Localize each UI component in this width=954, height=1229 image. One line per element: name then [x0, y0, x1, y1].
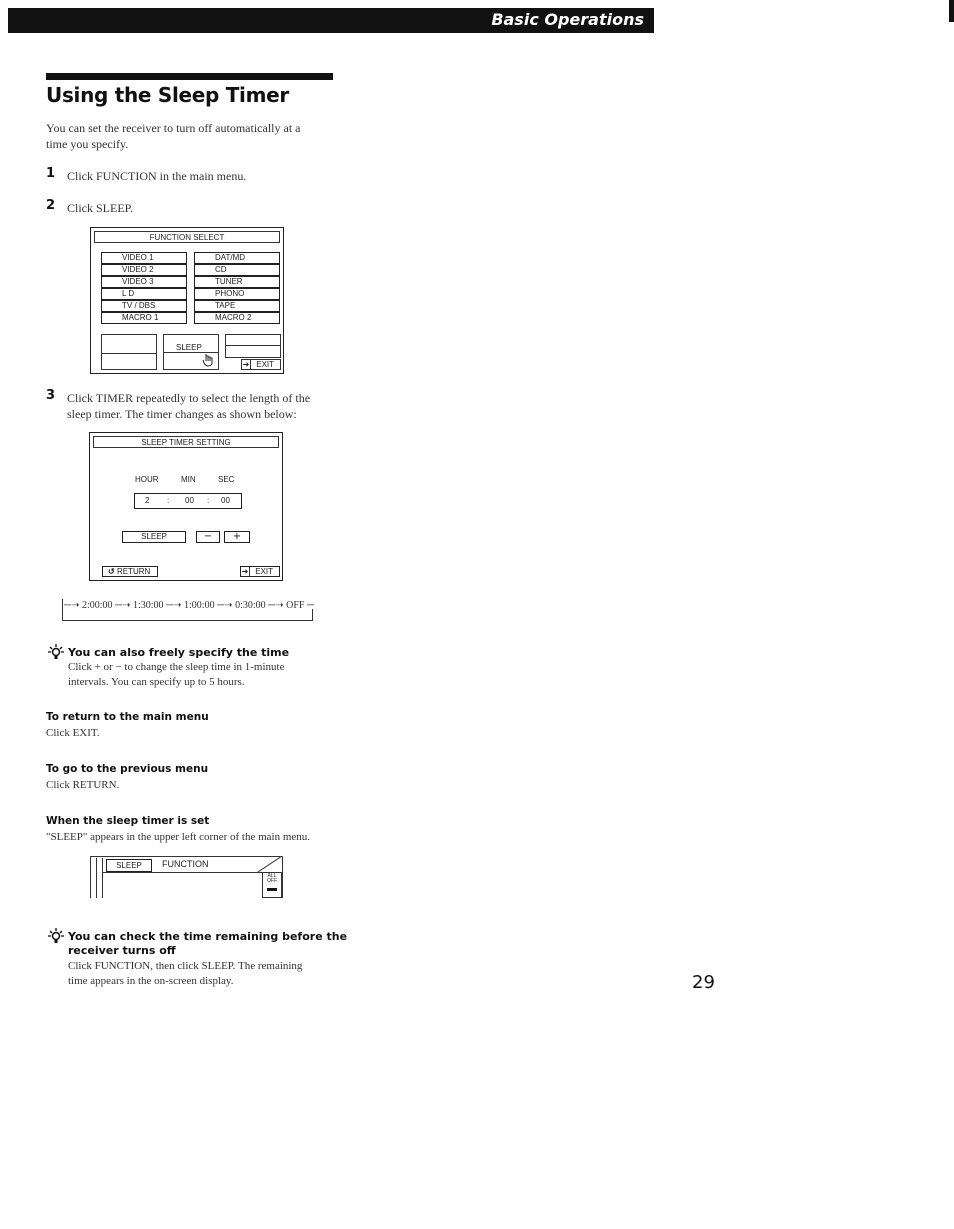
- step-2-number: 2: [46, 198, 56, 213]
- source-macro-1-button[interactable]: MACRO 1: [101, 312, 187, 324]
- edge-mark: [949, 0, 954, 22]
- exit-button[interactable]: ➜ EXIT: [241, 359, 281, 370]
- sleep-timer-title: SLEEP TIMER SETTING: [93, 436, 279, 448]
- min-value: 00: [185, 496, 194, 505]
- sleep-indicator: SLEEP: [106, 859, 152, 872]
- return-main-heading: To return to the main menu: [46, 711, 209, 723]
- sleep-timer-screen: [89, 432, 283, 581]
- tip-2-heading: You can check the time remaining before the receiver turns off: [68, 930, 348, 957]
- sleep-set-heading: When the sleep timer is set: [46, 815, 210, 827]
- page-number: 29: [692, 972, 715, 993]
- step-3-text: Click TIMER repeatedly to select the length of the sleep timer. The timer changes as shown below:: [67, 391, 311, 421]
- return-icon: ↺: [108, 567, 115, 576]
- min-label: MIN: [181, 475, 196, 484]
- minus-button[interactable]: −: [196, 531, 220, 543]
- source-video-3-button[interactable]: VIDEO 3: [101, 276, 187, 288]
- prev-menu-text: Click RETURN.: [46, 779, 120, 791]
- time-display: 2 : 00 : 00: [134, 493, 242, 509]
- hour-value: 2: [145, 496, 150, 505]
- blank-right-button[interactable]: [225, 334, 281, 358]
- step-1-number: 1: [46, 166, 56, 181]
- step-3-number: 3: [46, 388, 56, 403]
- seq-step-5: OFF: [286, 600, 305, 611]
- timer-exit-button[interactable]: ➜ EXIT: [240, 566, 280, 577]
- timer-sleep-button[interactable]: SLEEP: [122, 531, 186, 543]
- blank-left-button[interactable]: [101, 334, 157, 370]
- return-main-text: Click EXIT.: [46, 727, 100, 739]
- sec-label: SEC: [218, 475, 235, 484]
- sleep-menu-label: SLEEP: [176, 343, 202, 352]
- exit-arrow-icon: ➜: [242, 360, 250, 369]
- source-tv-dbs-button[interactable]: TV / DBS: [101, 300, 187, 312]
- tip-2-text: Click FUNCTION, then click SLEEP. The remaining time appears in the on-screen display.: [68, 960, 303, 987]
- hour-label: HOUR: [135, 475, 159, 484]
- source-ld-button[interactable]: L D: [101, 288, 187, 300]
- title-rule: [46, 73, 333, 80]
- section-title: Basic Operations: [491, 10, 644, 29]
- pointer-hand-icon: [202, 353, 214, 367]
- lightbulb-icon: [47, 643, 65, 661]
- page-title: Using the Sleep Timer: [46, 83, 289, 107]
- power-off-icon: [267, 888, 277, 891]
- source-phono-button[interactable]: PHONO: [194, 288, 280, 300]
- intro-text: You can set the receiver to turn off automatically at a time you specify.: [46, 121, 301, 151]
- function-select-screen: [90, 227, 284, 374]
- sleep-set-text: "SLEEP" appears in the upper left corner of the main menu.: [46, 831, 311, 843]
- source-dat-md-button[interactable]: DAT/MD: [194, 252, 280, 264]
- all-off-button[interactable]: ALL OFF: [262, 872, 282, 898]
- seq-step-3: 1:00:00: [184, 600, 215, 611]
- exit-arrow-icon: ➜: [241, 567, 249, 576]
- header-bar: [8, 8, 654, 33]
- seq-step-2: 1:30:00: [133, 600, 164, 611]
- function-menu-label[interactable]: FUNCTION: [162, 859, 209, 869]
- plus-button[interactable]: +: [224, 531, 250, 543]
- tip-1-text: Click + or − to change the sleep time in 1-minute intervals. You can specify up to 5 hours.: [68, 661, 285, 688]
- timer-sequence: ─➝ 2:00:00 ─➝ 1:30:00 ─➝ 1:00:00 ─➝ 0:30:00 ─➝ OFF ─: [62, 599, 314, 623]
- lightbulb-icon: [47, 927, 65, 945]
- tip-1-heading: You can also freely specify the time: [68, 646, 290, 659]
- step-1-text: Click FUNCTION in the main menu.: [67, 169, 247, 183]
- return-button[interactable]: ↺ RETURN: [102, 566, 158, 577]
- source-tuner-button[interactable]: TUNER: [194, 276, 280, 288]
- source-video-1-button[interactable]: VIDEO 1: [101, 252, 187, 264]
- sleep-menu-button[interactable]: [163, 334, 219, 370]
- prev-menu-heading: To go to the previous menu: [46, 763, 209, 775]
- function-select-title: FUNCTION SELECT: [94, 231, 280, 243]
- source-cd-button[interactable]: CD: [194, 264, 280, 276]
- source-tape-button[interactable]: TAPE: [194, 300, 280, 312]
- seq-step-4: 0:30:00: [235, 600, 266, 611]
- source-video-2-button[interactable]: VIDEO 2: [101, 264, 187, 276]
- seq-step-1: 2:00:00: [81, 600, 113, 611]
- step-2-text: Click SLEEP.: [67, 201, 134, 215]
- main-menu-corner: [90, 856, 284, 898]
- source-macro-2-button[interactable]: MACRO 2: [194, 312, 280, 324]
- sec-value: 00: [221, 496, 230, 505]
